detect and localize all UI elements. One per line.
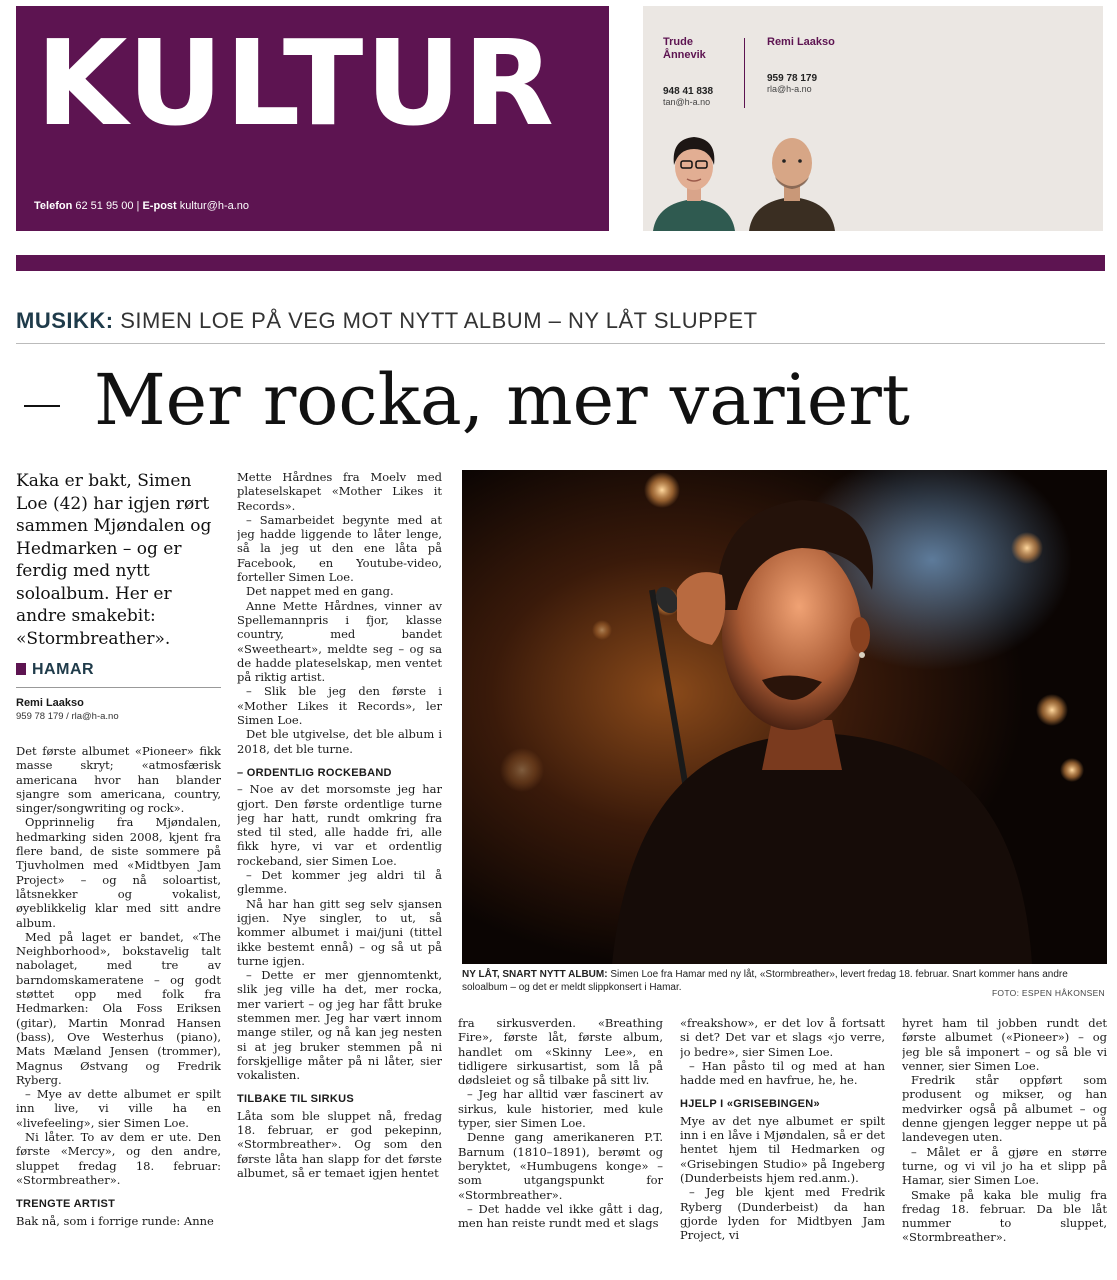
article-column-1 — [16, 744, 221, 1264]
caption-text: Simen Loe fra Hamar med ny låt, «Stormbreather», levert fredag 18. februar. Snart kommer hans andre soloalbum – og det er meldt slippkonsert i Hamar. — [462, 969, 1068, 993]
byline-contact: 959 78 179 / rla@h-a.no — [16, 711, 119, 722]
journalist-name: Trude Ånnevik — [663, 36, 706, 61]
kicker-rule — [16, 343, 1105, 344]
section-masthead — [16, 6, 609, 231]
paragraph: Fredrik står oppført som produsent og mikser, og han medvirker også på albumet – og denne gjengen legger neppe ut på landevegen uten. — [902, 1073, 1107, 1145]
location-tag — [16, 661, 94, 679]
phone-label: Telefon — [34, 200, 73, 212]
article-column-5 — [902, 1016, 1107, 1266]
journalist-name: Remi Laakso — [767, 36, 835, 48]
location-text: HAMAR — [32, 661, 95, 678]
headline-text: Mer rocka, mer variert — [94, 359, 910, 441]
paragraph: Mette Hårdnes fra Moelv med plateselskapet «Mother Likes it Records». — [237, 470, 442, 513]
journalist-email: rla@h-a.no — [767, 84, 812, 94]
journalist-divider — [744, 38, 745, 108]
paragraph: fra sirkusverden. «Breathing Fire», første låt, første album, handlet om «Skinny Lee», en tidligere sirkusartist, som lå på dødsleiet og så tilbake på sitt liv. — [458, 1016, 663, 1088]
paragraph: Det nappet med en gang. — [246, 584, 394, 599]
kicker-label: MUSIKK: — [16, 308, 114, 333]
subheading: HJELP I «GRISEBINGEN» — [680, 1098, 820, 1111]
paragraph: Med på laget er bandet, «The Neighborhood», bokstavelig talt nabolaget, med tre av barndomskameratene – og godt støttet opp med folk fra Hedmarken: Ola Foss Eriksen (gitar), Martin Monrad Hansen (bass), Ove Westerhus (piano), Mats Mæland Jensen (trommer), Magnus Østvang og Fredrik Ryberg. — [16, 929, 221, 1087]
paragraph: – Samarbeidet begynte med at jeg hadde liggende to låter lenge, så la jeg ut den ene låta på Facebook, en Youtube-video, forteller Simen Loe. — [237, 512, 442, 585]
article-column-3 — [458, 1016, 663, 1266]
paragraph: «freakshow», er det lov å fortsatt si det? Det var et slags «jo verre, jo bedre», sier Simen Loe. — [680, 1016, 885, 1059]
paragraph: – Slik ble jeg den første i «Mother Likes it Records», ler Simen Loe. — [237, 684, 442, 728]
paragraph: Anne Mette Hårdnes, vinner av Spellemannpris i fjor, klasse country, med bandet «Sweetheart», meldte seg – og sa de hadde plateselskap, men ventet på riktig artist. — [237, 598, 442, 685]
byline — [16, 697, 119, 722]
email-address: kultur@h-a.no — [179, 200, 250, 212]
contact-separator: | — [136, 200, 140, 212]
headline — [24, 360, 1109, 440]
paragraph: – Jeg har alltid vær fascinert av sirkus, kule historier, med kule typer, sier Simen Loe. — [458, 1087, 663, 1131]
journalist-email: tan@h-a.no — [663, 97, 711, 107]
headline-dash — [24, 405, 60, 407]
article-photo — [462, 470, 1107, 964]
section-contact — [34, 200, 249, 212]
paragraph: Opprinnelig fra Mjøndalen, hedmarking siden 2008, kjent fra flere band, de siste sommere på Tjuvholmen med «Midtbyen Jam Project» – og nå soloartist, låtsnekker og vokalist, øyeblikkelig klar med sitt andre album. — [16, 815, 221, 930]
journalist-phone: 948 41 838 — [663, 86, 714, 97]
subheading: – ORDENTLIG ROCKEBAND — [237, 766, 392, 779]
paragraph: – Det kommer jeg aldri til å glemme. — [237, 868, 442, 897]
journalist-1 — [663, 36, 733, 107]
paragraph: Nå har han gitt seg selv sjansen igjen. Nye singler, to ut, så kommer albumet i mai/juni (tittel ikke bestemt ennå) – og så ut på turne igjen. — [237, 896, 442, 968]
paragraph: Smake på kaka ble mulig fra fredag 18. februar. Da ble låt nummer to sluppet, «Stormbreather». — [902, 1187, 1107, 1245]
journalist-portrait-2 — [747, 121, 837, 231]
lead-paragraph: Kaka er bakt, Simen Loe (42) har igjen rørt sammen Mjøndalen og Hedmarken – og er ferdig med nytt soloalbum. Her er andre smakebit: «Stormbreather». — [16, 471, 212, 649]
location-square-icon — [16, 663, 26, 675]
paragraph: – Det hadde vel ikke gått i dag, men han reiste rundt med et slags — [458, 1201, 663, 1231]
paragraph: hyret ham til jobben rundt det første albumet («Pioneer») – og jeg ble så imponert – og så ble vi venner, sier Simen Loe. — [902, 1016, 1107, 1073]
section-title: KULTUR — [36, 14, 557, 152]
paragraph: – Jeg ble kjent med Fredrik Ryberg (Dunderbeist) da han gjorde lyden for Midtbyen Jam Project, vi — [680, 1185, 885, 1243]
section-rule — [16, 255, 1105, 271]
paragraph: – Dette er mer gjennomtenkt, slik jeg ville ha det, mer rocka, mer variert – og jeg har fått bruke stemmen mer. Jeg har vært innom mange stiler, og nå kan jeg nesten si at jeg bruker stemmen på ni forskjellige måter på ni låter, sier vokalisten. — [237, 968, 442, 1083]
article-column-2 — [237, 470, 442, 1264]
kicker-text: SIMEN LOE PÅ VEG MOT NYTT ALBUM – NY LÅT SLUPPET — [120, 308, 758, 333]
subheading: TRENGTE ARTIST — [16, 1198, 116, 1211]
email-label: E-post — [142, 200, 177, 212]
journalist-phone: 959 78 179 — [767, 73, 818, 84]
journalist-2 — [767, 36, 837, 94]
paragraph: Denne gang amerikaneren P.T. Barnum (1810–1891), berømt og beryktet, «Humbugens konge» – som utgangspunkt for «Stormbreather». — [458, 1130, 663, 1202]
location-rule — [16, 687, 221, 688]
article-column-4 — [680, 1016, 885, 1266]
phone-number: 62 51 95 00 — [75, 200, 134, 212]
paragraph: Det første albumet «Pioneer» fikk masse skryt; «atmosfærisk americana hvor han blander sjangre som americana, country, singer/songwriting og rock». — [16, 744, 221, 816]
kicker — [16, 308, 758, 334]
paragraph: Det ble utgivelse, det ble album i 2018, det ble turne. — [237, 727, 442, 756]
paragraph: Mye av det nye albumet er spilt inn i en låve i Mjøndalen, så er det hentet hjem til Hedmarken og «Grisebingen Studio» på Ingeberg (Dunderbeists hjem red.anm.). — [680, 1113, 885, 1185]
journalist-portrait-1 — [649, 121, 739, 231]
paragraph: – Han påsto til og med at han hadde med en havfrue, he, he. — [680, 1058, 885, 1088]
paragraph: – Målet er å gjøre en større turne, og vi vil jo ha et slipp på Hamar, sier Simen Loe. — [902, 1144, 1107, 1188]
subheading: TILBAKE TIL SIRKUS — [237, 1093, 355, 1106]
paragraph: – Mye av dette albumet er spilt inn live, vi ville ha en «livefeeling», sier Simen Loe. — [16, 1087, 221, 1130]
paragraph: Bak nå, som i forrige runde: Anne — [16, 1213, 214, 1228]
paragraph: Ni låter. To av dem er ute. Den første «Mercy», og den andre, sluppet fredag 18. februar: «Stormbreather». — [16, 1130, 221, 1187]
photo-credit: FOTO: ESPEN HÅKONSEN — [991, 988, 1105, 998]
byline-name: Remi Laakso — [16, 697, 84, 709]
journalist-box — [643, 6, 1103, 231]
caption-label: NY LÅT, SNART NYTT ALBUM: — [462, 969, 608, 980]
paragraph: – Noe av det morsomste jeg har gjort. Den første ordentlige turne jeg har hatt, rundt omkring fra sted til sted, alle hadde fri, alle fikk hyre, vi var et ordentlig rockeband, sier Simen Loe. — [237, 782, 442, 868]
concert-photo-image — [462, 470, 1107, 964]
paragraph: Låta som ble sluppet nå, fredag 18. februar, er god pekepinn, «Stormbreather». Og som den første låta han slapp for det første albumet, så er temaet igjen hentet — [237, 1108, 442, 1180]
